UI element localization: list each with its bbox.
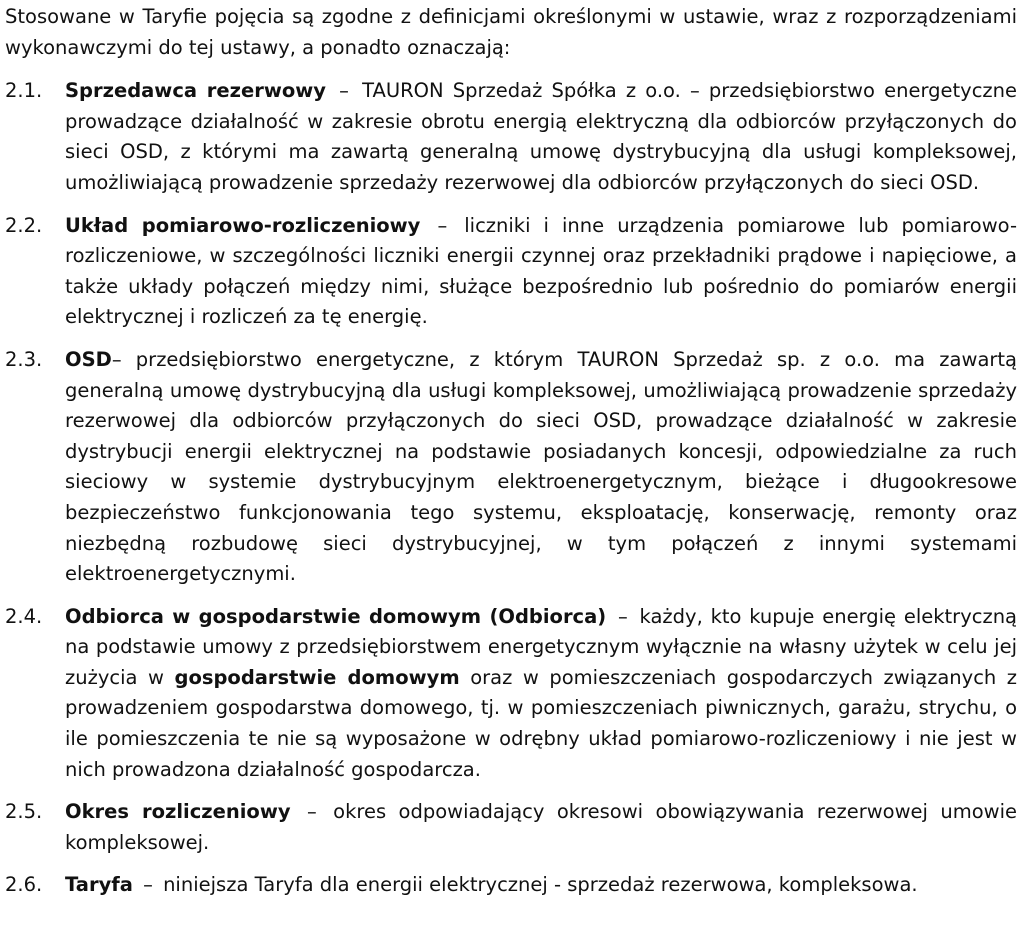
definition-item — [5, 345, 1017, 590]
definition-text-after: oraz w pomieszczeniach gospodarczych związanych z prowadzeniem gospodarstwa domowego, tj. w pomieszczeniach piwnicznych, garażu, strychu, o ile pomieszczenia te nie są wyposażone w odrębny układ pomiarowo-rozliczeniowy i nie jest w nich prowadzona działalność gospodarcza. — [65, 665, 1018, 781]
definition-separator: – — [437, 213, 448, 237]
definition-text: TAURON Sprzedaż Spółka z o.o. – przedsiębiorstwo energetyczne prowadzące działalność w zakresie obrotu energią elektryczną dla odbiorców przyłączonych do sieci OSD, z którymi ma zawartą generalną umowę dystrybucyjną dla usługi kompleksowej, umożliwiającą prowadzenie sprzedaży rezerwowej dla odbiorców przyłączonych do sieci OSD. — [65, 79, 1018, 194]
definition-number: 2.1. — [5, 79, 43, 103]
definition-term: OSD — [65, 347, 112, 371]
definition-body — [65, 345, 1017, 590]
definition-text: przedsiębiorstwo energetyczne, z którym TAURON Sprzedaż sp. z o.o. ma zawartą generalną umowę dystrybucyjną dla usługi kompleksowej, umożliwiającą prowadzenie sprzedaży rezerwowej dla odbiorców przyłączonych do sieci OSD, prowadzące działalność w zakresie dystrybucji energii elektrycznej na podstawie posiadanych koncesji, odpowiedzialne za ruch sieciowy w systemie dystrybucyjnym elektroenergetycznym, bieżące i długookresowe bezpieczeństwo funkcjonowania tego systemu, eksploatację, konserwację, remonty oraz niezbędną rozbudowę sieci dystrybucyjnej, w tym połączeń z innymi systemami elektroenergetycznymi. — [65, 347, 1018, 586]
definition-emphasis: gospodarstwie domowym — [174, 665, 460, 689]
definition-number: 2.6. — [5, 873, 43, 897]
definition-term: Okres rozliczeniowy — [65, 800, 291, 824]
definition-body — [65, 870, 1017, 901]
definition-separator: – — [617, 604, 628, 628]
definition-body — [65, 602, 1017, 786]
definition-separator: – — [339, 79, 349, 103]
definition-term: Sprzedawca rezerwowy — [65, 79, 326, 103]
definition-separator: – — [111, 347, 122, 371]
definition-item — [5, 602, 1017, 786]
definition-number: 2.5. — [5, 800, 43, 824]
definition-item — [5, 76, 1017, 198]
definition-number: 2.2. — [5, 213, 43, 237]
definition-body — [65, 76, 1017, 198]
definition-body — [65, 797, 1017, 858]
definition-term: Taryfa — [65, 873, 133, 897]
definition-number: 2.3. — [5, 347, 43, 371]
definition-text-before: każdy, kto kupuje energię elektryczną na podstawie umowy z przedsiębiorstwem energetycznym wyłącznie na własny użytek w celu jej zużycia w — [65, 604, 1017, 689]
definition-item — [5, 870, 1017, 901]
definition-text: okres odpowiadający okresowi obowiązywania rezerwowej umowie kompleksowej. — [65, 800, 1018, 854]
intro-paragraph: Stosowane w Taryfie pojęcia są zgodne z definicjami określonymi w ustawie, wraz z rozporządzeniami wykonawczymi do tej ustawy, a ponadto oznaczają: — [5, 5, 1017, 59]
definition-number: 2.4. — [5, 604, 43, 628]
definition-term: Układ pomiarowo-rozliczeniowy — [65, 213, 421, 237]
definition-item — [5, 211, 1017, 333]
document-page — [5, 2, 1017, 913]
definition-text: liczniki i inne urządzenia pomiarowe lub pomiarowo-rozliczeniowe, w szczególności liczniki energii czynnej oraz przekładniki prądowe i napięciowe, a także układy połączeń między nimi, służące bezpośrednio lub pośrednio do pomiarów energii elektrycznej i rozliczeń za tę energię. — [65, 213, 1017, 329]
definition-body — [65, 211, 1017, 333]
definition-separator: – — [306, 800, 317, 824]
definition-term: Odbiorca w gospodarstwie domowym (Odbiorca) — [65, 604, 607, 628]
definition-text: niniejsza Taryfa dla energii elektrycznej - sprzedaż rezerwowa, kompleksowa. — [163, 873, 918, 897]
definition-separator: – — [143, 873, 153, 897]
definition-item — [5, 797, 1017, 858]
